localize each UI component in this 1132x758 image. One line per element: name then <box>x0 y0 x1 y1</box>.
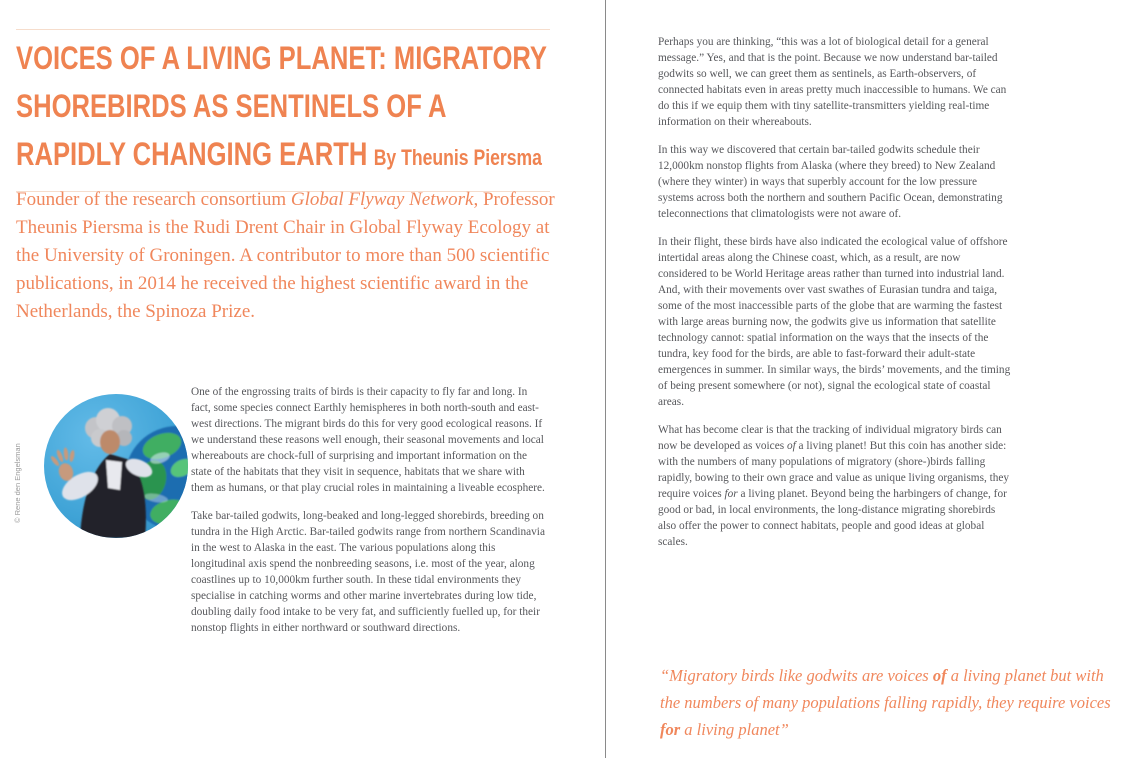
body-paragraph: In this way we discovered that certain bar-tailed godwits schedule their 12,000km nonstop flights from Alaska (where they breed) to New Zealand (where they winter) in ways that superbly account for the low pressure systems across both the northern and southern Pacific Ocean, demonstrating teleconnections that climatologists were not aware of. <box>658 144 1003 220</box>
author-photo <box>44 394 188 538</box>
body-paragraph: In their flight, these birds have also indicated the ecological value of offshore intertidal areas along the Chinese coast, which, as a result, are now considered to be World Heritage areas rather than turned into industrial land. And, with their movements over vast swathes of Eurasian tundra and taiga, some of the most inaccessible parts of the globe that are warming the fastest with large areas burning now, the godwits give us information that satellite technology cannot: spatial information on the ways that the insects of the tundra, key food for the birds, are able to fast-forward their adult-state emergences in summer. In similar ways, the birds’ movements, and the timing of being present somewhere (or not), signal the ecological state of coastal areas. <box>658 236 1011 408</box>
author-photo-image <box>44 394 188 538</box>
left-text-column <box>191 384 547 648</box>
title-line-3 <box>16 130 547 182</box>
page-divider <box>605 0 606 758</box>
pull-quote: “Migratory birds like godwits are voices of a living planet but with the numbers of many populations falling rapidly, they require voices for a living planet” <box>660 666 1111 739</box>
right-text-column <box>658 34 1012 562</box>
body-paragraph: What has become clear is that the tracking of individual migratory birds can now be developed as voices of a living planet! But this coin has another side: with the numbers of many populations of migratory (shore-)birds falling rapidly, bowing to their own grace and value as unique living organisms, they require voices for a living planet. Beyond being the harbingers of change, for good or bad, in local environments, the long-distance migrating shorebirds also offer the power to connect habitats, people and good ideas at global scales. <box>658 424 1010 548</box>
byline: By Theunis Piersma <box>373 145 542 170</box>
title-line-1: VOICES OF A LIVING PLANET: MIGRATORY <box>16 40 547 76</box>
article-title <box>16 34 680 182</box>
photo-credit: © Rene den Engelsman <box>13 443 22 523</box>
top-rule <box>16 29 550 30</box>
title-line-2: SHOREBIRDS AS SENTINELS OF A <box>16 88 447 124</box>
intro-paragraph: Founder of the research consortium Global Flyway Network, Professor Theunis Piersma is the Rudi Drent Chair in Global Flyway Ecology at the University of Groningen. A contributor to more than 500 scientific publications, in 2014 he received the highest scientific award in the Netherlands, the Spinoza Prize. <box>16 189 555 322</box>
title-line-3-text: RAPIDLY CHANGING EARTH <box>16 136 368 172</box>
body-paragraph: Take bar-tailed godwits, long-beaked and long-legged shorebirds, breeding on tundra in the High Arctic. Bar-tailed godwits range from northern Scandinavia in the west to Alaska in the east. The various populations along this longitudinal axis spend the nonbreeding seasons, i.e. most of the year, along coastlines up to 10,000km further south. In these tidal environments they specialise in catching worms and other marine invertebrates during low tide, doubling daily food intake to be very fat, and sufficiently fuelled up, for their nonstop flights in either northward or southward directions. <box>191 510 545 634</box>
body-paragraph: One of the engrossing traits of birds is their capacity to fly far and long. In fact, some species connect Earthly hemispheres in both north-south and east-west directions. The migrant birds do this for very good ecological reasons. If we understand these reasons well enough, their seasonal movements and local whereabouts are chock-full of surprising and important information on the state of the habitats that they visit in sequence, habitats that we share with them as humans, or that play crucial roles in maintaining a liveable ecosphere. <box>191 386 545 494</box>
body-paragraph: Perhaps you are thinking, “this was a lot of biological detail for a general message.” Yes, and that is the point. Because we now understand bar-tailed godwits so well, we can greet them as sentinels, as Earth-observers, of connected habitats even in areas pretty much inaccessible to humans. We can do this if we equip them with tiny satellite-transmitters yielding real-time information on their whereabouts. <box>658 36 1007 128</box>
